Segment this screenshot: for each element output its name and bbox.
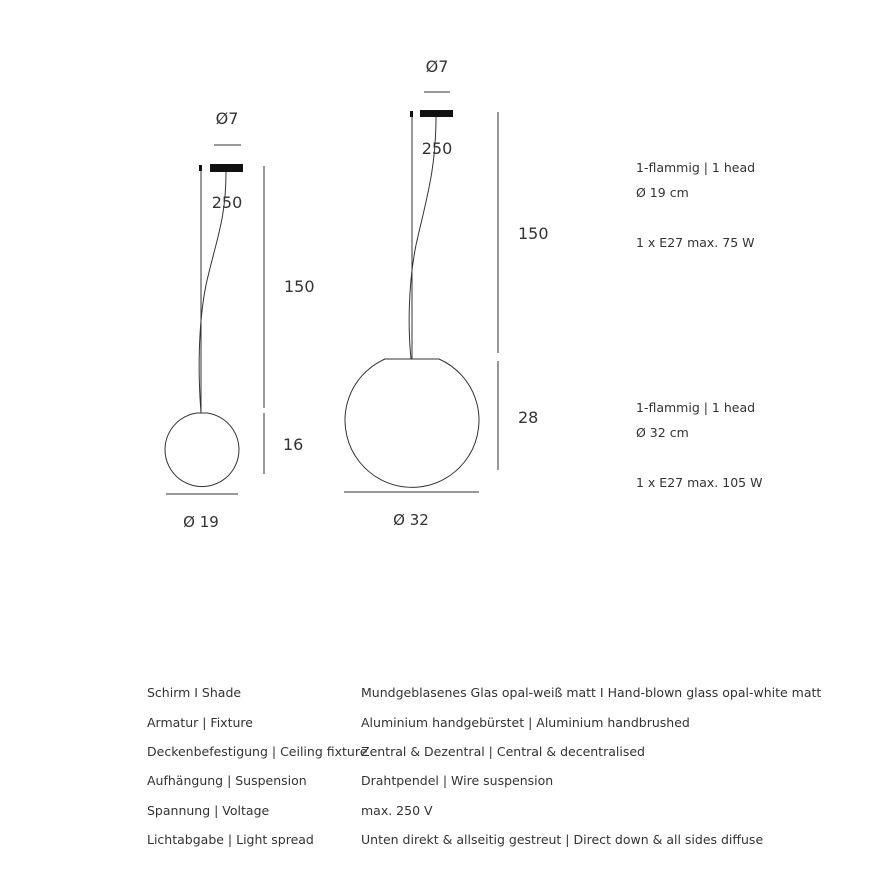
specifications-table [147, 678, 821, 854]
spec-row-shade [147, 678, 821, 707]
spacer [636, 205, 755, 230]
large-suspension-height-label: 150 [518, 224, 549, 243]
small-spec-bulb: 1 x E27 max. 75 W [636, 235, 755, 250]
spec-label: Lichtabgabe | Light spread [147, 832, 314, 848]
small-lamp-specs [636, 155, 755, 255]
large-spec-bulb: 1 x E27 max. 105 W [636, 475, 763, 490]
small-shade-height-label: 16 [283, 435, 304, 454]
spec-value: Mundgeblasenes Glas opal-weiß matt I Hand-blown glass opal-white matt [361, 685, 822, 701]
large-spec-diameter: Ø 32 cm [636, 425, 689, 440]
spec-value: Unten direkt & allseitig gestreut | Direct down & all sides diffuse [361, 832, 764, 848]
spec-label: Schirm I Shade [147, 685, 242, 701]
small-canopy-diameter-label: Ø7 [215, 109, 239, 128]
spec-label: Deckenbefestigung | Ceiling fixture [147, 743, 368, 759]
small-ceiling-canopy [210, 164, 243, 172]
large-shade-diameter-label: Ø 32 [393, 511, 429, 529]
small-spec-diameter: Ø 19 cm [636, 185, 689, 200]
spacer [636, 445, 762, 470]
large-ceiling-canopy [420, 110, 453, 117]
spec-row-fixture [147, 707, 821, 736]
spec-row-suspension [147, 766, 821, 795]
spec-value: Drahtpendel | Wire suspension [361, 773, 554, 789]
small-shade-diameter-label: Ø 19 [183, 513, 219, 531]
spec-row-light-spread [147, 825, 821, 854]
large-lamp-specs [636, 395, 762, 495]
small-glass-shade [165, 413, 239, 487]
spec-label: Aufhängung | Suspension [147, 773, 307, 789]
spec-label: Armatur | Fixture [147, 714, 253, 730]
spec-value: Zentral & Dezentral | Central & decentralised [361, 743, 645, 759]
spec-row-voltage [147, 796, 821, 825]
large-canopy-diameter-label: Ø7 [425, 57, 449, 76]
large-ceiling-anchor [410, 111, 413, 117]
large-shade-height-label: 28 [518, 408, 539, 427]
spec-value: max. 250 V [361, 802, 433, 818]
small-ceiling-anchor [199, 165, 202, 171]
large-lamp-drawing [344, 57, 549, 529]
small-cable-length-label: 250 [211, 193, 243, 212]
large-cable-length-label: 250 [421, 139, 453, 158]
small-spec-heads: 1-flammig | 1 head [636, 160, 756, 175]
small-suspension-height-label: 150 [284, 277, 315, 296]
small-lamp-drawing [165, 109, 315, 531]
large-spec-heads: 1-flammig | 1 head [636, 400, 756, 415]
spec-label: Spannung | Voltage [147, 802, 270, 818]
large-glass-shade [345, 359, 479, 487]
spec-row-ceiling-fixture [147, 737, 821, 766]
spec-value: Aluminium handgebürstet | Aluminium handbrushed [361, 714, 690, 730]
